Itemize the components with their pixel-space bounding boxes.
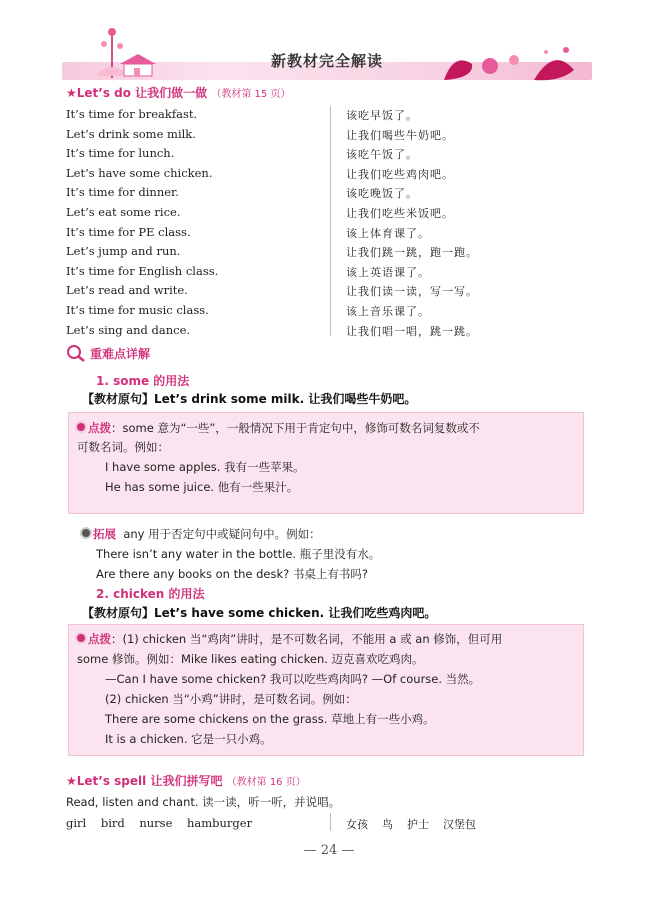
row-chinese: 让我们跳一跳，跑一跑。 [346,246,478,260]
bullet-dot-icon [77,423,85,431]
item2-tip-label: 点拨 [88,632,111,646]
row-chinese: 该吃午饭了。 [346,148,418,162]
extension-label: 拓展 [93,527,116,541]
row-chinese: 让我们唱一唱，跳一跳。 [346,324,478,338]
row-english: It’s time for dinner. [66,185,179,200]
row-english: Let’s eat some rice. [66,204,181,219]
item1-tip-label: 点拨 [88,421,111,435]
lets-do-reference: （教材第 15 页） [211,89,291,100]
lets-spell-heading [66,772,306,789]
lets-do-row [66,202,586,222]
row-english: It’s time for English class. [66,263,219,278]
row-chinese: 让我们吃些米饭吧。 [346,206,454,220]
lets-do-row [66,280,586,300]
star-icon: ★ [66,86,77,100]
lets-do-row [66,300,586,320]
item2-heading: 2. chicken 的用法 [96,587,205,601]
lets-do-row [66,104,586,124]
item1-extension [82,526,321,542]
row-english: Let’s jump and run. [66,244,181,259]
lets-spell-reference: （教材第 16 页） [226,777,306,788]
extension-example2: Are there any books on the desk? 书桌上有书吗? [96,567,369,581]
extension-example1: There isn’t any water in the bottle. 瓶子里没有水。 [96,547,381,561]
lets-spell-title: Let’s spell 让我们拼写吧 [76,774,223,788]
item2-tip-line3: —Can I have some chicken? 我可以吃些鸡肉吗? —Of course. 当然。 [105,672,481,686]
item1-tip-line1 [77,420,480,436]
row-chinese: 该上英语课了。 [346,265,430,279]
row-english: It’s time for music class. [66,302,209,317]
item1-tip-text1: ：some 意为“一些”，一般情况下用于肯定句中，修饰可数名词复数或不 [111,421,480,435]
lets-do-row [66,320,586,340]
row-english: Let’s sing and dance. [66,322,191,337]
row-english: Let’s have some chicken. [66,165,213,180]
key-points-heading [66,344,150,362]
lets-do-row [66,163,586,183]
star-icon: ★ [66,774,77,788]
item2-tip-line4: (2) chicken 当“小鸡”讲时，是可数名词。例如： [105,692,357,706]
magnifier-icon [66,344,86,362]
row-chinese: 让我们读一读，写一写。 [346,285,478,299]
header-title: 新教材完全解读 [270,52,383,70]
row-english: Let’s drink some milk. [66,126,196,141]
lets-do-row [66,182,586,202]
extension-dot-icon [82,529,90,537]
spell-words-chinese: 女孩 鸟 护士 汉堡包 [346,818,476,831]
item1-example1: I have some apples. 我有一些苹果。 [105,460,305,474]
lets-do-row [66,222,586,242]
lets-do-row [66,261,586,281]
bullet-dot-icon [77,634,85,642]
item2-tip-box [68,624,584,756]
row-english: It’s time for lunch. [66,146,175,161]
page-header [62,22,592,82]
row-english: It’s time for PE class. [66,224,191,239]
item1-heading: 1. some 的用法 [96,374,190,388]
item2-tip-line2: some 修饰。例如：Mike likes eating chicken. 迈克喜欢吃鸡肉。 [77,652,424,666]
item1-tip-box [68,412,584,514]
row-chinese: 让我们吃些鸡肉吧。 [346,167,454,181]
item1-tip-line2: 可数名词。例如： [77,440,169,454]
spell-words-english: girl bird nurse hamburger [66,816,253,830]
item2-tip-text1: ：(1) chicken 当“鸡肉”讲时，是不可数名词，不能用 a 或 an 修饰，但可用 [111,632,503,646]
floral-decoration-icon [434,42,584,82]
row-chinese: 让我们喝些牛奶吧。 [346,128,454,142]
lets-do-row [66,143,586,163]
lets-do-row [66,124,586,144]
item2-original-sentence: 【教材原句】Let’s have some chicken. 让我们吃些鸡肉吧。 [82,606,437,620]
row-english: Let’s read and write. [66,283,188,298]
row-english: It’s time for breakfast. [66,107,198,121]
row-chinese: 该上体育课了。 [346,226,430,240]
item1-original-sentence: 【教材原句】Let’s drink some milk. 让我们喝些牛奶吧。 [82,392,417,406]
lets-do-table [66,104,586,339]
page-number: — 24 — [303,843,355,858]
row-chinese: 该吃晚饭了。 [346,187,418,201]
item2-tip-line6: It is a chicken. 它是一只小鸡。 [105,732,272,746]
lets-do-heading [66,84,290,101]
lets-do-row [66,241,586,261]
item2-tip-line5: There are some chickens on the grass. 草地上有一些小鸡。 [105,712,435,726]
extension-text: any 用于否定句中或疑问句中。例如： [123,527,321,541]
words-divider [330,813,331,831]
lets-spell-instruction: Read, listen and chant. 读一读，听一听，并说唱。 [66,795,341,809]
lets-do-title: Let’s do 让我们做一做 [76,86,208,100]
item2-tip-line1 [77,631,502,647]
key-points-title: 重难点详解 [90,347,151,361]
row-chinese: 该上音乐课了。 [346,304,430,318]
row-chinese: 该吃早饭了。 [346,109,418,122]
item1-example2: He has some juice. 他有一些果汁。 [105,480,299,494]
